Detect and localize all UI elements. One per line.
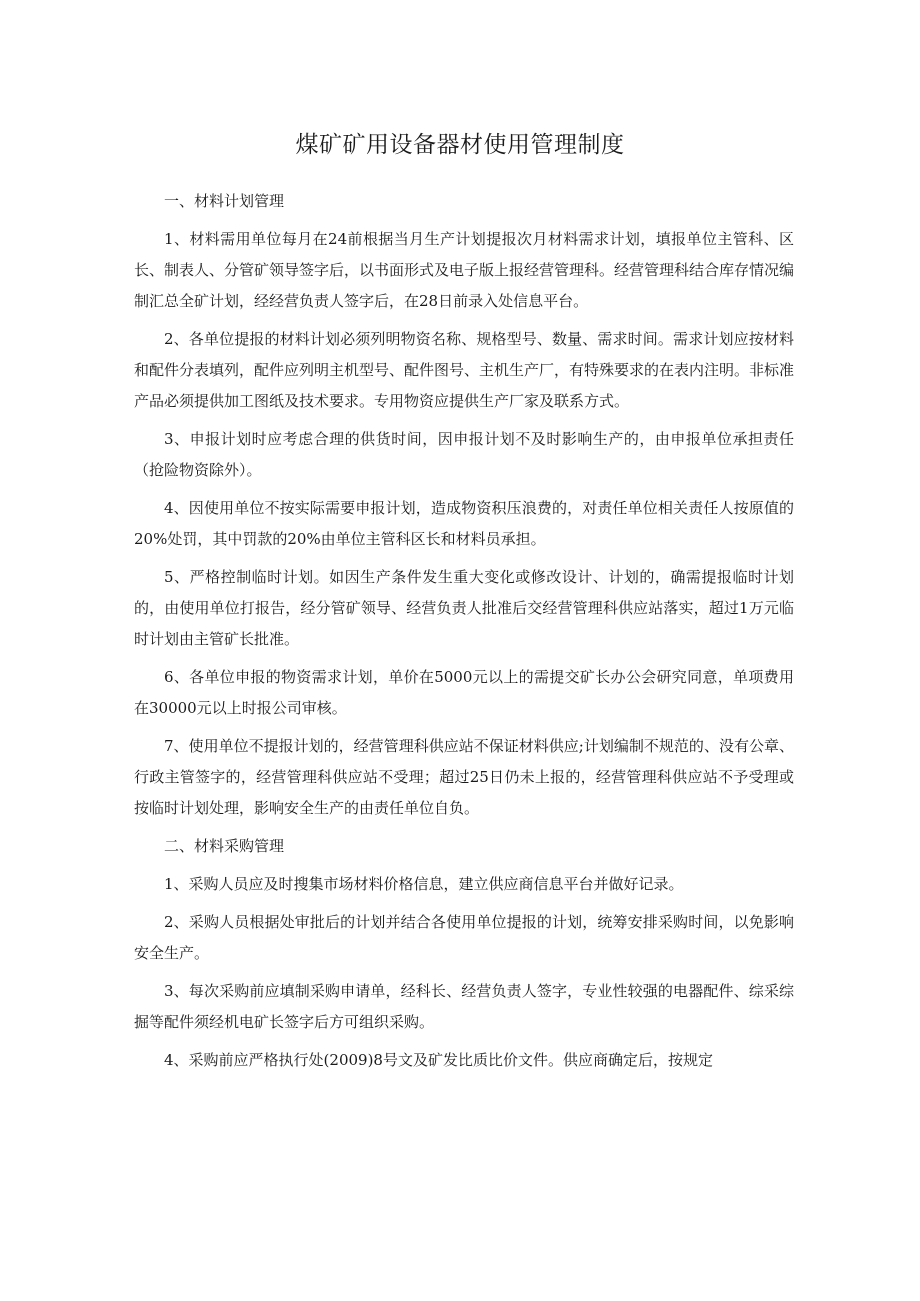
paragraph: 3、每次采购前应填制采购申请单，经科长、经营负责人签字，专业性较强的电器配件、综采综掘等配件须经机电矿长签字后方可组织采购。 [134, 982, 794, 1031]
paragraph: 2、各单位提报的材料计划必须列明物资名称、规格型号、数量、需求时间。需求计划应按材料和配件分表填列，配件应列明主机型号、配件图号、主机生产厂，有特殊要求的在表内注明。非标准产品必须提供加工图纸及技术要求。专用物资应提供生产厂家及联系方式。 [134, 330, 795, 410]
section-heading: 二、材料采购管理 [164, 837, 285, 855]
document-body [134, 186, 794, 1083]
section-heading: 一、材料计划管理 [164, 192, 285, 210]
paragraph: 1、采购人员应及时搜集市场材料价格信息，建立供应商信息平台并做好记录。 [164, 875, 684, 893]
paragraph: 6、各单位申报的物资需求计划，单价在5000元以上的需提交矿长办公会研究同意，单项费用在30000元以上时报公司审核。 [134, 668, 794, 717]
paragraph: 7、使用单位不提报计划的，经营管理科供应站不保证材料供应;计划编制不规范的、没有公章、行政主管签字的，经营管理科供应站不受理；超过25日仍未上报的，经营管理科供应站不予受理或按临时计划处理，影响安全生产的由责任单位自负。 [134, 737, 794, 817]
paragraph: 1、材料需用单位每月在24前根据当月生产计划提报次月材料需求计划，填报单位主管科、区长、制表人、分管矿领导签字后，以书面形式及电子版上报经营管理科。经营管理科结合库存情况编制汇总全矿计划，经经营负责人签字后，在28日前录入处信息平台。 [134, 230, 795, 310]
paragraph: 4、采购前应严格执行处(2009)8号文及矿发比质比价文件。供应商确定后，按规定 [164, 1051, 713, 1069]
paragraph: 3、申报计划时应考虑合理的供货时间，因申报计划不及时影响生产的，由申报单位承担责任（抢险物资除外）。 [134, 430, 794, 479]
paragraph: 2、采购人员根据处审批后的计划并结合各使用单位提报的计划，统筹安排采购时间，以免影响安全生产。 [134, 913, 794, 962]
paragraph: 5、严格控制临时计划。如因生产条件发生重大变化或修改设计、计划的，确需提报临时计划的，由使用单位打报告，经分管矿领导、经营负责人批准后交经营管理科供应站落实，超过1万元临时计划由主管矿长批准。 [134, 568, 794, 648]
document-title: 煤矿矿用设备器材使用管理制度 [295, 132, 625, 158]
paragraph: 4、因使用单位不按实际需要申报计划，造成物资积压浪费的，对责任单位相关责任人按原值的20%处罚，其中罚款的20%由单位主管科区长和材料员承担。 [134, 499, 794, 548]
